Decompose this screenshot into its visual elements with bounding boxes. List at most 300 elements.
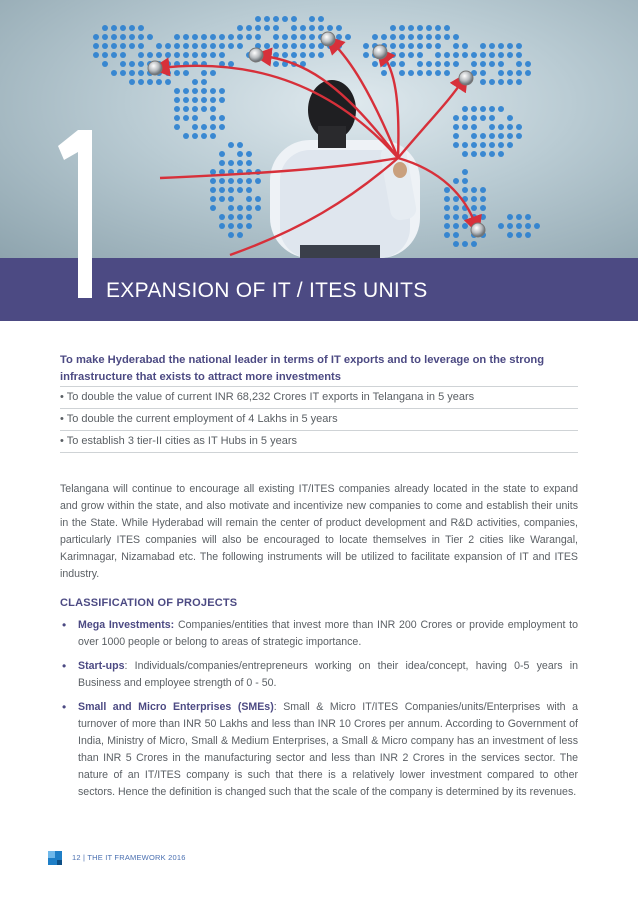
map-dot <box>507 43 513 49</box>
map-dot <box>453 61 459 67</box>
map-dot <box>246 151 252 157</box>
map-dot <box>120 61 126 67</box>
map-dot <box>426 61 432 67</box>
map-dot <box>471 106 477 112</box>
map-dot <box>165 43 171 49</box>
map-dot <box>300 52 306 58</box>
map-dot <box>498 106 504 112</box>
term: Small and Micro Enterprises (SMEs) <box>78 701 274 713</box>
map-dot <box>525 61 531 67</box>
map-dot <box>210 196 216 202</box>
map-dot <box>273 34 279 40</box>
map-dot <box>147 52 153 58</box>
map-dot <box>516 52 522 58</box>
goal-item: • To double the value of current INR 68,232 Crores IT exports in Telangana in 5 years <box>60 386 578 408</box>
map-dot <box>462 178 468 184</box>
map-dot <box>147 34 153 40</box>
map-dot <box>444 187 450 193</box>
map-dot <box>453 133 459 139</box>
map-dot <box>111 70 117 76</box>
map-dot <box>453 232 459 238</box>
map-dot <box>255 178 261 184</box>
map-dot <box>129 43 135 49</box>
map-dot <box>381 70 387 76</box>
map-dot <box>300 34 306 40</box>
map-dot <box>111 43 117 49</box>
map-dot <box>138 61 144 67</box>
map-dot <box>165 70 171 76</box>
map-dot <box>192 52 198 58</box>
map-dot <box>174 124 180 130</box>
map-dot <box>210 97 216 103</box>
world-map-illustration <box>0 0 638 258</box>
map-dot <box>201 97 207 103</box>
map-dot <box>399 43 405 49</box>
map-dot <box>111 34 117 40</box>
map-dot <box>201 79 207 85</box>
map-dot <box>210 52 216 58</box>
map-dot <box>138 52 144 58</box>
map-dot <box>210 187 216 193</box>
map-dot <box>237 178 243 184</box>
map-dot <box>516 70 522 76</box>
map-dot <box>255 25 261 31</box>
map-dot <box>525 214 531 220</box>
map-dot <box>174 52 180 58</box>
map-dot <box>408 52 414 58</box>
map-dot <box>192 79 198 85</box>
map-dot <box>210 124 216 130</box>
map-dot <box>390 43 396 49</box>
map-dot <box>174 88 180 94</box>
map-dot <box>309 34 315 40</box>
map-dot <box>219 52 225 58</box>
map-dot <box>444 25 450 31</box>
map-dot <box>237 34 243 40</box>
map-dot <box>444 196 450 202</box>
map-dot <box>174 115 180 121</box>
goal-item: • To establish 3 tier-II cities as IT Hubs in 5 years <box>60 430 578 453</box>
map-dot <box>462 214 468 220</box>
map-dot <box>444 70 450 76</box>
classification-heading: CLASSIFICATION OF PROJECTS <box>60 597 238 609</box>
map-dot <box>507 124 513 130</box>
map-dot <box>237 205 243 211</box>
map-dot <box>336 25 342 31</box>
map-dot <box>219 124 225 130</box>
classification-item-mega <box>60 617 578 651</box>
map-dot <box>174 97 180 103</box>
map-dot <box>282 43 288 49</box>
map-dot <box>246 205 252 211</box>
term: Mega Investments: <box>78 619 175 631</box>
map-dot <box>210 34 216 40</box>
map-dot <box>273 61 279 67</box>
map-dot <box>111 52 117 58</box>
map-dot <box>102 25 108 31</box>
map-dot <box>174 43 180 49</box>
map-dot <box>525 70 531 76</box>
map-dot <box>291 52 297 58</box>
map-dot <box>183 97 189 103</box>
term: Start-ups <box>78 660 125 672</box>
map-dot <box>426 70 432 76</box>
map-dot <box>138 79 144 85</box>
map-dot <box>471 205 477 211</box>
map-dot <box>291 16 297 22</box>
map-dot <box>435 52 441 58</box>
map-dot <box>156 79 162 85</box>
body-paragraph: Telangana will continue to encourage all existing IT/ITES companies already located in the state to expand and grow within the state, and also motivate and incentivize new companies to come and establish their units in the State. While Hyderabad will remain the center of product development and R&D activities, companies, particularly ITES companies will also be encouraged to locate themselves in Tier 2 cities like Warangal, Karimnagar, Nizamabad etc. The following instruments will be utilized to facilitate expansion of IT and ITES industry. <box>60 483 578 580</box>
brand-square-icon <box>48 851 62 865</box>
map-dot <box>165 79 171 85</box>
hero-image <box>0 0 638 258</box>
map-dot <box>390 34 396 40</box>
map-dot <box>516 214 522 220</box>
map-dot <box>471 124 477 130</box>
map-dot <box>399 52 405 58</box>
map-dot <box>219 151 225 157</box>
map-dot <box>471 133 477 139</box>
map-dot <box>228 214 234 220</box>
map-dot <box>309 16 315 22</box>
map-dot <box>489 43 495 49</box>
map-dot <box>129 70 135 76</box>
map-dot <box>507 223 513 229</box>
map-dot <box>372 61 378 67</box>
map-dot <box>453 205 459 211</box>
map-dot <box>246 25 252 31</box>
map-dot <box>444 52 450 58</box>
map-dot <box>120 34 126 40</box>
map-dot <box>462 106 468 112</box>
map-dot <box>201 133 207 139</box>
map-dot <box>399 34 405 40</box>
map-dot <box>507 214 513 220</box>
map-dot <box>237 214 243 220</box>
map-dot <box>120 43 126 49</box>
map-dot <box>498 151 504 157</box>
map-dot <box>435 61 441 67</box>
map-dot <box>255 196 261 202</box>
intro-heading: To make Hyderabad the national leader in terms of IT exports and to leverage on the strong infrastructure that exists to attract more investments <box>60 354 545 383</box>
map-dot <box>516 43 522 49</box>
goal-item: • To double the current employment of 4 Lakhs in 5 years <box>60 408 578 430</box>
map-dot <box>201 70 207 76</box>
map-dot <box>462 142 468 148</box>
map-dot <box>318 16 324 22</box>
map-dot <box>210 70 216 76</box>
map-dot <box>120 70 126 76</box>
map-dot <box>444 232 450 238</box>
map-dot <box>453 115 459 121</box>
map-dot <box>462 43 468 49</box>
map-dot <box>471 115 477 121</box>
map-dot <box>435 34 441 40</box>
map-dot <box>237 25 243 31</box>
map-dot <box>192 106 198 112</box>
map-dot <box>516 133 522 139</box>
map-dot <box>219 34 225 40</box>
footer-page-label: 12 | THE IT FRAMEWORK 2016 <box>72 853 186 862</box>
map-dot <box>237 142 243 148</box>
map-dot <box>399 61 405 67</box>
map-dot <box>498 70 504 76</box>
map-dot <box>498 223 504 229</box>
map-dot <box>426 34 432 40</box>
map-dot <box>390 61 396 67</box>
section-number-1 <box>58 130 92 298</box>
map-dot <box>453 142 459 148</box>
map-dot <box>462 52 468 58</box>
map-dot <box>138 25 144 31</box>
map-dot <box>462 124 468 130</box>
map-dot <box>516 61 522 67</box>
map-dot <box>444 223 450 229</box>
map-dot <box>417 52 423 58</box>
map-dot <box>138 43 144 49</box>
map-dot <box>471 52 477 58</box>
map-dot <box>219 187 225 193</box>
map-dot <box>372 34 378 40</box>
map-dot <box>480 61 486 67</box>
map-dot <box>480 70 486 76</box>
map-dot <box>291 43 297 49</box>
map-dot <box>165 52 171 58</box>
map-dot <box>219 214 225 220</box>
map-dot <box>489 79 495 85</box>
map-dot <box>453 214 459 220</box>
map-dot <box>489 124 495 130</box>
map-dot <box>309 52 315 58</box>
map-dot <box>228 61 234 67</box>
definition: Companies/entities that invest more than INR 200 Crores or provide employment to over 1000 people or belong to areas of strategic importance. <box>78 619 579 648</box>
map-dot <box>525 223 531 229</box>
section-title: EXPANSION OF IT / ITES UNITS <box>106 279 428 302</box>
map-dot <box>390 52 396 58</box>
map-dot <box>507 115 513 121</box>
map-dot <box>201 106 207 112</box>
map-dot <box>210 169 216 175</box>
map-dot <box>498 61 504 67</box>
map-dot <box>219 115 225 121</box>
map-dot <box>93 34 99 40</box>
map-dot <box>138 70 144 76</box>
map-dot <box>408 70 414 76</box>
map-dot <box>210 133 216 139</box>
map-dot <box>228 34 234 40</box>
map-dot <box>192 43 198 49</box>
map-dot <box>282 16 288 22</box>
map-dot <box>291 25 297 31</box>
map-dot <box>381 34 387 40</box>
map-dot <box>201 124 207 130</box>
map-dot <box>156 52 162 58</box>
map-dot <box>444 214 450 220</box>
map-dot <box>462 169 468 175</box>
map-dot <box>102 61 108 67</box>
map-dot <box>210 115 216 121</box>
map-dot <box>93 52 99 58</box>
map-dot <box>237 223 243 229</box>
map-dot <box>426 43 432 49</box>
map-dot <box>507 79 513 85</box>
map-dot <box>228 232 234 238</box>
map-dot <box>471 61 477 67</box>
map-dot <box>255 34 261 40</box>
map-dot <box>210 88 216 94</box>
map-dot <box>273 16 279 22</box>
map-dot <box>480 196 486 202</box>
map-dot <box>192 124 198 130</box>
map-dot <box>489 115 495 121</box>
map-dot <box>120 52 126 58</box>
map-dot <box>480 187 486 193</box>
map-dot <box>480 133 486 139</box>
map-dot <box>480 214 486 220</box>
map-dot <box>228 142 234 148</box>
map-dot <box>255 205 261 211</box>
map-dot <box>480 115 486 121</box>
map-dot <box>282 52 288 58</box>
map-dot <box>183 133 189 139</box>
map-dot <box>102 43 108 49</box>
map-dot <box>498 124 504 130</box>
map-dot <box>192 97 198 103</box>
map-dot <box>183 115 189 121</box>
map-dot <box>300 43 306 49</box>
classification-list <box>60 617 578 808</box>
map-dot <box>147 79 153 85</box>
map-dot <box>453 124 459 130</box>
map-dot <box>498 43 504 49</box>
map-dot <box>228 160 234 166</box>
map-dot <box>210 178 216 184</box>
map-dot <box>498 133 504 139</box>
map-dot <box>291 34 297 40</box>
map-dot <box>183 70 189 76</box>
map-dot <box>129 61 135 67</box>
map-dot <box>327 25 333 31</box>
map-dot <box>534 223 540 229</box>
map-dot <box>102 52 108 58</box>
map-dot <box>417 34 423 40</box>
map-dot <box>93 43 99 49</box>
map-dot <box>264 43 270 49</box>
map-dot <box>471 196 477 202</box>
map-dot <box>201 52 207 58</box>
map-dot <box>471 151 477 157</box>
map-dot <box>489 151 495 157</box>
map-dot <box>390 25 396 31</box>
map-dot <box>264 25 270 31</box>
map-dot <box>471 142 477 148</box>
map-dot <box>219 196 225 202</box>
map-dot <box>318 25 324 31</box>
map-dot <box>498 79 504 85</box>
map-dot <box>219 160 225 166</box>
map-dot <box>435 43 441 49</box>
map-dot <box>489 106 495 112</box>
map-dot <box>246 223 252 229</box>
map-dot <box>336 34 342 40</box>
map-dot <box>174 34 180 40</box>
map-dot <box>417 43 423 49</box>
map-dot <box>462 187 468 193</box>
map-dot <box>183 52 189 58</box>
map-dot <box>273 25 279 31</box>
map-dot <box>462 241 468 247</box>
map-dot <box>489 133 495 139</box>
map-dot <box>129 25 135 31</box>
map-dot <box>246 214 252 220</box>
map-dot <box>480 205 486 211</box>
map-dot <box>444 205 450 211</box>
map-dot <box>507 70 513 76</box>
map-dot <box>237 43 243 49</box>
map-dot <box>453 34 459 40</box>
map-dot <box>210 43 216 49</box>
map-dot <box>489 61 495 67</box>
map-dot <box>192 115 198 121</box>
map-dot <box>480 79 486 85</box>
map-dot <box>138 34 144 40</box>
map-dot <box>435 70 441 76</box>
map-dot <box>480 142 486 148</box>
map-dot <box>201 43 207 49</box>
map-dot <box>408 43 414 49</box>
map-dot <box>453 241 459 247</box>
map-dot <box>129 34 135 40</box>
map-dot <box>363 43 369 49</box>
map-dot <box>489 142 495 148</box>
map-dot <box>210 106 216 112</box>
map-dot <box>210 205 216 211</box>
classification-item-smes <box>60 699 578 801</box>
map-dot <box>498 52 504 58</box>
map-dot <box>300 25 306 31</box>
map-dot <box>444 34 450 40</box>
map-dot <box>462 223 468 229</box>
map-dot <box>183 106 189 112</box>
map-dot <box>246 178 252 184</box>
map-dot <box>219 43 225 49</box>
map-dot <box>480 106 486 112</box>
map-dot <box>417 25 423 31</box>
map-dot <box>174 106 180 112</box>
map-dot <box>516 223 522 229</box>
map-dot <box>453 223 459 229</box>
map-dot <box>498 142 504 148</box>
map-dot <box>246 187 252 193</box>
map-dot <box>228 196 234 202</box>
map-dot <box>399 70 405 76</box>
map-dot <box>507 52 513 58</box>
map-dot <box>462 115 468 121</box>
map-dot <box>408 34 414 40</box>
map-dot <box>525 232 531 238</box>
map-dot <box>237 160 243 166</box>
map-dot <box>246 34 252 40</box>
map-dot <box>237 187 243 193</box>
definition: : Individuals/companies/entrepreneurs working on their idea/concept, having 0-5 years in Business and employee strength of 0 - 50. <box>78 660 578 689</box>
map-dot <box>453 52 459 58</box>
map-dot <box>489 52 495 58</box>
map-dot <box>237 151 243 157</box>
map-dot <box>480 52 486 58</box>
map-dot <box>345 34 351 40</box>
map-dot <box>237 232 243 238</box>
